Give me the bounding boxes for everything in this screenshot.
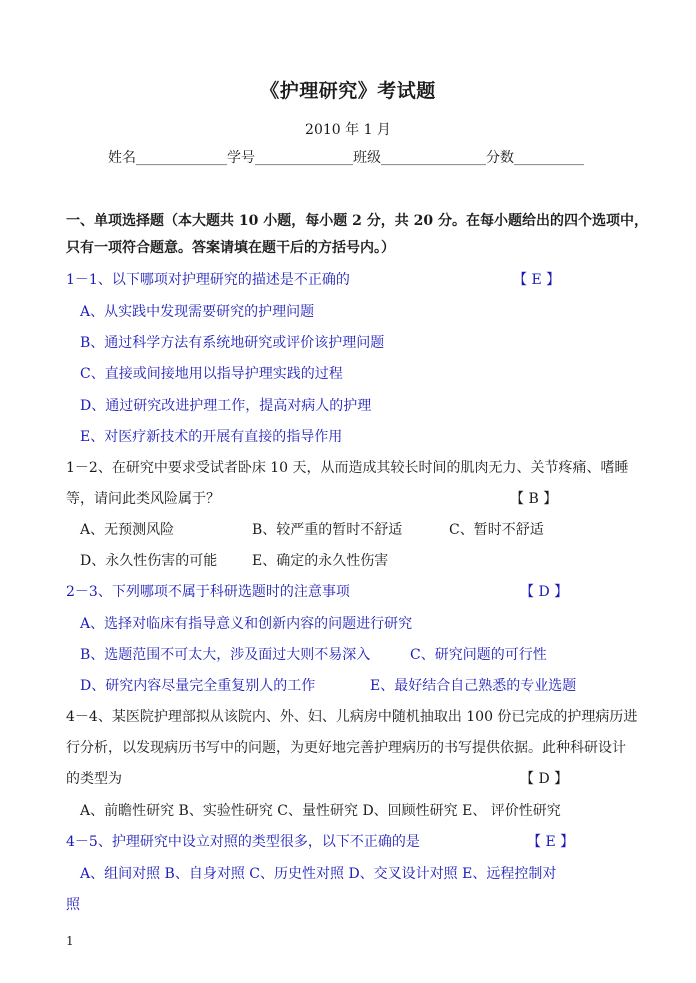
q1-answer: 【 E 】 [513,272,561,288]
exam-date: 2010 年 1 月 [305,122,391,138]
q5-options: A、组间对照 B、自身对照 C、历史性对照 D、交叉设计对照 E、远程控制对 [80,866,557,882]
q1-option-c: C、直接或间接地用以指导护理实践的过程 [80,366,343,382]
q3-option-e: E、最好结合自己熟悉的专业选题 [370,678,577,694]
student-info-fields: 姓名_____________学号______________班级_______________分数__________ [108,150,584,166]
q4-options: A、前瞻性研究 B、实验性研究 C、量性研究 D、回顾性研究 E、 评价性研究 [80,803,561,819]
page-title: 《护理研究》考试题 [260,80,436,102]
q3-option-b: B、选题范围不可太大，涉及面过大则不易深入 [80,647,371,663]
q2-option-a: A、无预测风险 [80,522,175,538]
q4-stem-line-1: 4－4、某医院护理部拟从该院内、外、妇、儿病房中随机抽取出 100 份已完成的护理病历进 [66,709,638,725]
section-heading-line-2: 只有一项符合题意。答案请填在题干后的方括号内。） [66,240,395,256]
q2-option-d: D、永久性伤害的可能 [80,553,218,569]
q3-option-a: A、选择对临床有指导意义和创新内容的问题进行研究 [80,616,413,632]
q3-answer: 【 D 】 [520,584,569,600]
q3-option-c: C、研究问题的可行性 [410,647,547,663]
q2-option-b: B、较严重的暂时不舒适 [252,522,403,538]
q5-answer: 【 E 】 [527,834,575,850]
q4-stem-line-3: 的类型为 [66,771,122,787]
q1-option-d: D、通过研究改进护理工作，提高对病人的护理 [80,398,372,414]
q4-answer: 【 D 】 [520,771,569,787]
q2-option-e: E、确定的永久性伤害 [252,553,389,569]
q3-stem: 2－3、下列哪项不属于科研选题时的注意事项 [66,584,350,600]
q2-answer: 【 B 】 [510,491,558,507]
q1-option-e: E、对医疗新技术的开展有直接的指导作用 [80,429,343,445]
q2-stem-line-2: 等，请问此类风险属于？ [66,491,220,507]
q5-stem: 4－5、护理研究中设立对照的类型很多，以下不正确的是 [66,834,420,850]
section-heading-line-1: 一、单项选择题（本大题共 10 小题，每小题 2 分，共 20 分。在每小题给出的四个选项中， [66,213,648,229]
page-number: 1 [66,934,74,948]
q1-stem: 1－1、以下哪项对护理研究的描述是不正确的 [66,272,350,288]
q2-stem-line-1: 1－2、在研究中要求受试者卧床 10 天，从而造成其较长时间的肌肉无力、关节疼痛、嗜睡 [66,460,629,476]
q2-option-c: C、暂时不舒适 [449,522,544,538]
q5-options-wrap: 照 [66,897,80,913]
q1-option-b: B、通过科学方法有系统地研究或评价该护理问题 [80,335,385,351]
q3-option-d: D、研究内容尽量完全重复别人的工作 [80,678,316,694]
q4-stem-line-2: 行分析，以发现病历书写中的问题，为更好地完善护理病历的书写提供依据。此种科研设计 [66,740,626,756]
q1-option-a: A、从实践中发现需要研究的护理问题 [80,304,315,320]
